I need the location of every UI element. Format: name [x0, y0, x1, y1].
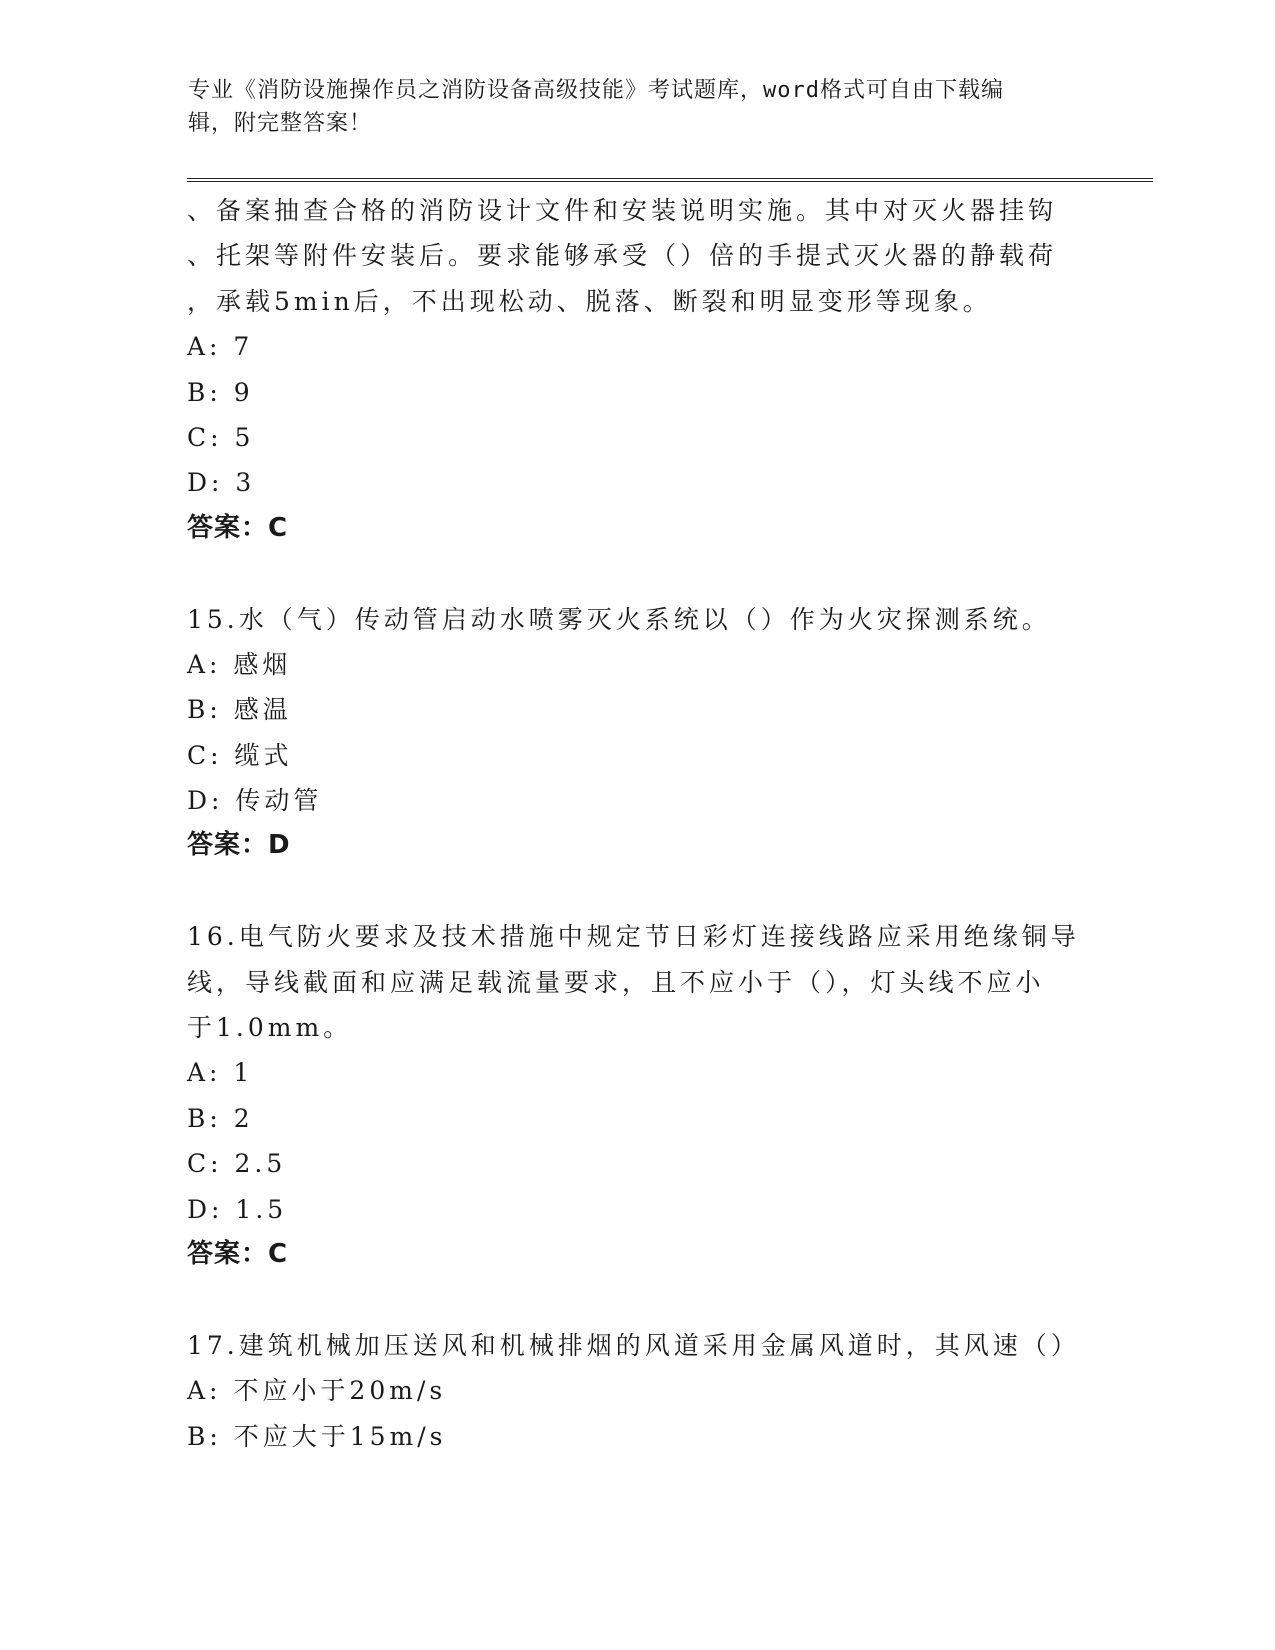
answer-line: 答案：D	[187, 830, 291, 861]
option-c: C: 5	[187, 422, 255, 452]
option-b: B: 不应大于15m/s	[187, 1421, 447, 1451]
option-a: A: 1	[187, 1058, 254, 1088]
option-b: B: 感温	[187, 695, 292, 725]
question-stem-line: 、备案抽查合格的消防设计文件和安装说明实施。其中对灭火器挂钩	[187, 196, 1058, 225]
document-header	[188, 74, 1068, 140]
option-c: C: 2.5	[187, 1149, 287, 1179]
header-line: 专业《消防设施操作员之消防设备高级技能》考试题库，word格式可自由下载编	[188, 78, 1004, 103]
option-a: A: 不应小于20m/s	[187, 1376, 447, 1406]
question-stem-line: 、托架等附件安装后。要求能够承受（）倍的手提式灭火器的静载荷	[187, 241, 1058, 271]
question-stem-line: 16.电气防火要求及技术措施中规定节日彩灯连接线路应采用绝缘铜导	[187, 922, 1080, 952]
option-d: D: 1.5	[187, 1194, 288, 1224]
question-stem-line: ，承载5min后，不出现松动、脱落、断裂和明显变形等现象。	[187, 286, 992, 316]
option-a: A: 7	[187, 332, 254, 362]
header-line: 辑，附完整答案！	[188, 111, 373, 136]
question-stem-line: 线，导线截面和应满足载流量要求，且不应小于（），灯头线不应小	[187, 967, 1045, 997]
option-d: D: 3	[187, 468, 256, 498]
header-divider	[187, 178, 1153, 182]
option-c: C: 缆式	[187, 740, 293, 770]
option-d: D: 传动管	[187, 786, 323, 816]
option-b: B: 9	[187, 377, 254, 407]
question-list	[187, 188, 1087, 1459]
question-block	[187, 188, 1087, 551]
question-block	[187, 597, 1087, 869]
question-block	[187, 914, 1087, 1277]
question-block	[187, 1323, 1087, 1459]
question-stem-line: 15.水（气）传动管启动水喷雾灭火系统以（）作为火灾探测系统。	[187, 604, 1051, 634]
question-stem-line: 于1.0mm。	[187, 1013, 353, 1043]
question-stem-line: 17.建筑机械加压送风和机械排烟的风道采用金属风道时，其风速（）	[187, 1330, 1080, 1360]
option-b: B: 2	[187, 1103, 254, 1133]
option-a: A: 感烟	[187, 649, 292, 679]
answer-line: 答案：C	[187, 1238, 289, 1269]
answer-line: 答案：C	[187, 512, 289, 543]
